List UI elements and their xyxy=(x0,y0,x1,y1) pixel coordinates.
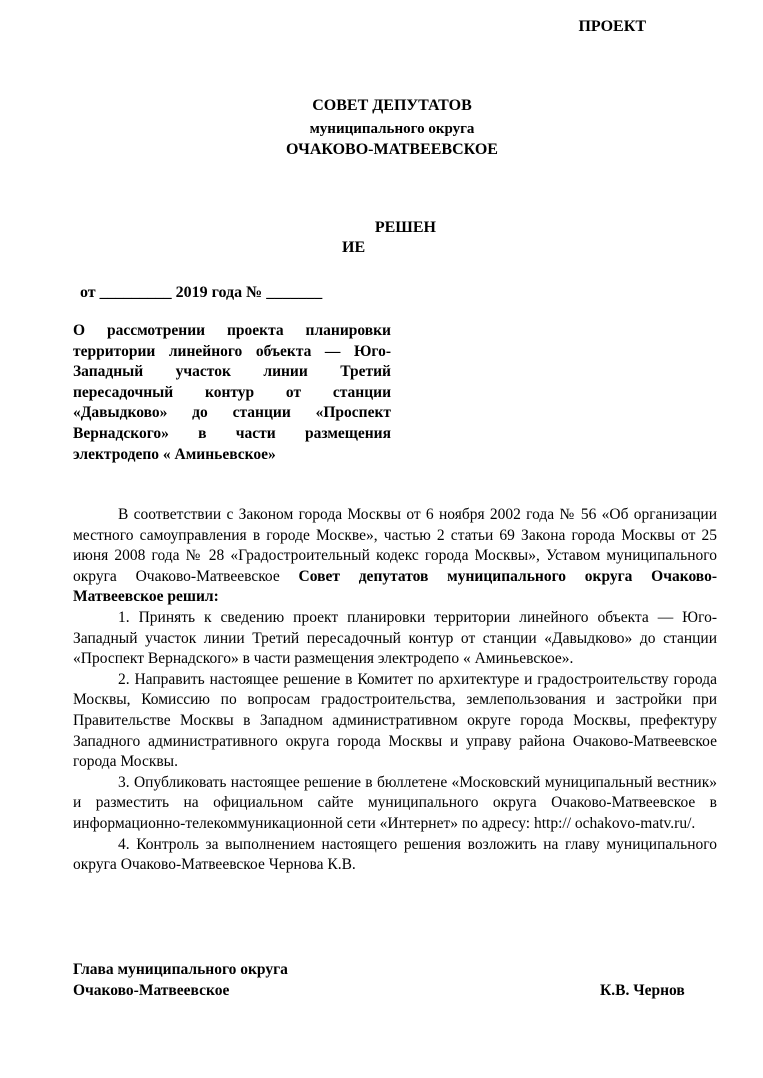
okrug-subtitle: муниципального округа xyxy=(309,121,475,137)
decision-item-2: 2. Направить настоящее решение в Комитет по архитектуре и градостроительству города Москвы, Комиссию по вопросам градостроительства, землепользования и застройки при Правительстве Москвы в Западном административном округе города Москвы, префектуру Западного административного округа города Москвы и управу района Очаково-Матвеевское города Москвы. xyxy=(73,670,717,771)
date-number-line: от _________ 2019 года № _______ xyxy=(80,284,323,301)
district-name: ОЧАКОВО-МАТВЕЕВСКОЕ xyxy=(286,141,498,158)
decision-item-1: 1. Принять к сведению проект планировки территории линейного объекта — Юго-Западный участок линии Третий пересадочный контур от станции «Давыдково» до станции «Проспект Вернадского» в части размещения электродепо « Аминьевское». xyxy=(73,608,717,668)
decision-body xyxy=(73,505,717,876)
preamble-resolution: Совет депутатов муниципального округа Очаково-Матвеевское решил: xyxy=(73,567,717,606)
preamble-paragraph xyxy=(73,505,717,608)
signatory-title xyxy=(73,960,288,1001)
signatory-title-line2: Очаково-Матвеевское xyxy=(73,981,230,999)
project-label: ПРОЕКТ xyxy=(578,18,646,35)
council-title: СОВЕТ ДЕПУТАТОВ xyxy=(312,97,472,114)
signatory-title-line1: Глава муниципального округа xyxy=(73,961,288,978)
decision-item-3: 3. Опубликовать настоящее решение в бюллетене «Московский муниципальный вестник» и разместить на официальном сайте муниципального округа Очаково-Матвеевское в информационно-телекоммуникационной сети «Интернет» по адресу: http:// ochakovo-matv.ru/. xyxy=(73,773,717,832)
decision-item-4: 4. Контроль за выполнением настоящего решения возложить на главу муниципального округа Очаково-Матвеевское Чернова К.В. xyxy=(73,835,717,874)
preamble-text: В соответствии с Законом города Москвы от 6 ноября 2002 года № 56 «Об организации местного самоуправления в городе Москве», частью 2 статьи 69 Закона города Москвы от 25 июня 2008 года № 28 «Градостроительный кодекс города Москвы», Уставом муниципального округа Очаково-Матвеевское xyxy=(73,506,717,585)
decision-title-line1: РЕШЕН xyxy=(374,219,436,236)
decision-subject: О рассмотрении проекта планировки территории линейного объекта — Юго-Западный участок линии Третий пересадочный контур от станции «Давыдково» до станции «Проспект Вернадского» в части размещения электродепо « Аминьевское» xyxy=(73,322,391,463)
signatory-name: К.В. Чернов xyxy=(600,982,685,999)
decision-title-line2: ИЕ xyxy=(342,239,366,256)
